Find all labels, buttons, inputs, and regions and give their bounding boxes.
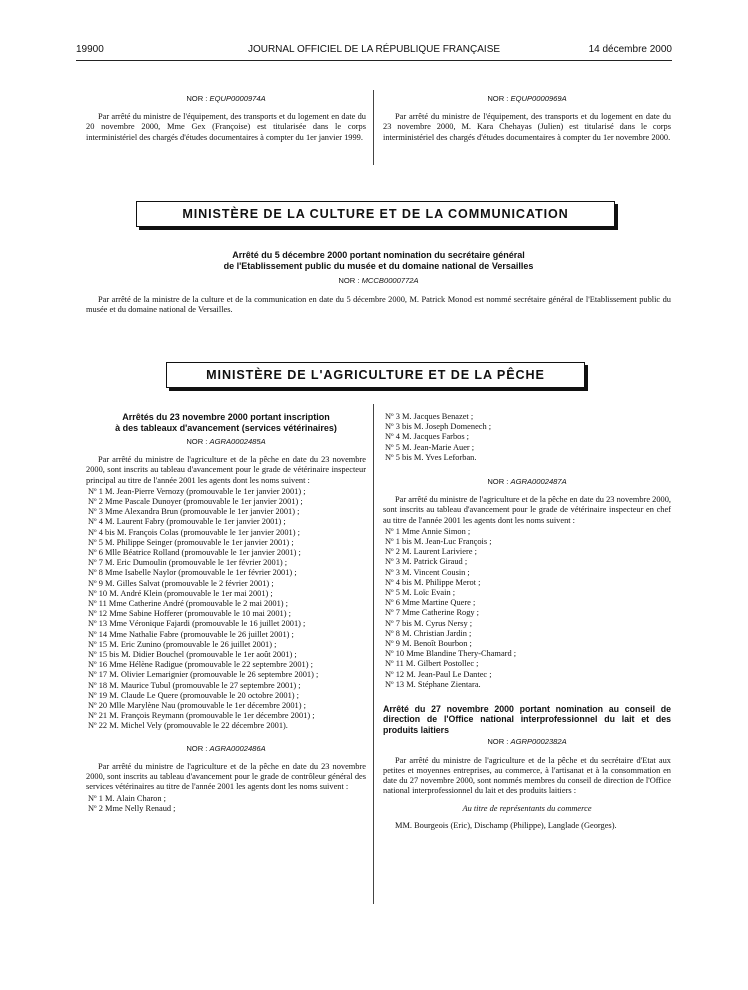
list-item: Nº 22 M. Michel Vely (promouvable le 22 décembre 2001). — [88, 721, 288, 731]
agriculture-right-column — [383, 412, 671, 831]
nor-reference: NOR : EQUP0000974A — [186, 94, 266, 103]
nor-reference: NOR : AGRP0002382A — [487, 737, 567, 747]
list-item: Nº 3 Mme Alexandra Brun (promouvable le 1er janvier 2001) ; — [88, 507, 300, 517]
list-item: Nº 7 Mme Catherine Rogy ; — [385, 608, 480, 618]
list-item: Nº 3 M. Patrick Giraud ; — [385, 557, 468, 567]
list-item: Nº 1 Mme Annie Simon ; — [385, 526, 471, 536]
list-item: Nº 18 M. Maurice Tubul (promouvable le 27 septembre 2001) ; — [88, 680, 301, 690]
list-item: Nº 4 bis M. François Colas (promouvable le 1er janvier 2001) ; — [88, 527, 300, 537]
list-item: Nº 3 M. Jacques Benazet ; — [385, 412, 474, 421]
list-item: Nº 11 Mme Catherine André (promouvable le 2 mai 2001) ; — [88, 599, 288, 609]
list-item: Nº 1 M. Jean-Pierre Vernozy (promouvable le 1er janvier 2001) ; — [88, 486, 306, 496]
list-item: Nº 2 M. Laurent Lariviere ; — [385, 547, 477, 557]
list-item: Nº 9 M. Gilles Salvat (promouvable le 2 février 2001) ; — [88, 578, 274, 588]
list-item: Nº 2 Mme Nelly Renaud ; — [88, 803, 176, 813]
issue-date: 14 décembre 2000 — [588, 44, 672, 55]
nor-reference: NOR : MCCB0000772A — [338, 276, 419, 285]
page-number: 19900 — [76, 44, 104, 55]
arrete-text: Par arrêté du ministre de l'équipement, des transports et du logement en date du 20 novembre 2000, Mme Gex (Françoise) est titularisée dans le corps interministériel des chargés d'études documentaires à compter du 1er janvier 1999. — [86, 112, 366, 142]
page-header — [76, 44, 672, 58]
list-item: Nº 13 M. Stéphane Zientara. — [385, 679, 481, 689]
list-item: Nº 14 Mme Nathalie Fabre (promouvable le 26 juillet 2001) ; — [88, 629, 294, 639]
list-item: Nº 1 M. Alain Charon ; — [88, 793, 166, 803]
list-item: Nº 4 M. Jacques Farbos ; — [385, 432, 470, 442]
list-item: Nº 20 Mlle Marylène Nau (promouvable le 1er décembre 2001) ; — [88, 701, 306, 711]
list-item: Nº 4 M. Laurent Fabry (promouvable le 1er janvier 2001) ; — [88, 517, 286, 527]
list-item: Nº 3 M. Vincent Cousin ; — [385, 567, 470, 577]
list-item: Nº 8 Mme Isabelle Naylor (promouvable le 1er février 2001) ; — [88, 568, 297, 578]
list-item: Nº 6 Mlle Béatrice Rolland (promouvable le 1er janvier 2001) ; — [88, 548, 301, 558]
ministry-agriculture-heading: MINISTÈRE DE L'AGRICULTURE ET DE LA PÊCHE — [166, 362, 585, 388]
arrete-title: Arrêté du 27 novembre 2000 portant nomination au conseil de direction de l'Office national interprofessionnel du lait et des produits laitiers — [383, 704, 671, 735]
name-list — [86, 487, 366, 732]
list-item: Nº 21 M. François Reymann (promouvable le 1er décembre 2001) ; — [88, 711, 315, 721]
list-item: Nº 15 bis M. Didier Bouchel (promouvable le 1er août 2001) ; — [88, 650, 297, 660]
arrete-text: Par arrêté du ministre de l'agriculture et de la pêche en date du 23 novembre 2000, sont inscrits au tableau d'avancement pour le grade de contrôleur général des services vétérinaires au titre de l'année 2001 les agents dont les noms suivent : — [86, 761, 366, 792]
list-item: Nº 12 M. Jean-Paul Le Dantec ; — [385, 669, 492, 679]
top-right-column — [383, 94, 671, 143]
arrete-title: Arrêté du 5 décembre 2000 portant nomination du secrétaire général de l'Etablissement public du musée et du domaine national de Versailles — [223, 250, 534, 271]
nor-reference: NOR : EQUP0000969A — [487, 94, 567, 103]
list-item: Nº 10 M. André Klein (promouvable le 1er mai 2001) ; — [88, 588, 273, 598]
list-item: Nº 4 bis M. Philippe Merot ; — [385, 577, 481, 587]
ministry-culture-heading: MINISTÈRE DE LA CULTURE ET DE LA COMMUNICATION — [136, 201, 615, 227]
arrete-text: Par arrêté du ministre de l'agriculture et de la pêche en date du 23 novembre 2000, sont inscrits au tableau d'avancement pour le grade de vétérinaire inspecteur principal au titre de l'année 2001 les agents dont les noms suivent : — [86, 455, 366, 485]
list-item: Nº 5 M. Loïc Evain ; — [385, 588, 456, 598]
list-item: Nº 2 Mme Pascale Dunoyer (promouvable le 1er janvier 2001) ; — [88, 497, 303, 507]
arrete-text: Par arrêté du ministre de l'équipement, des transports et du logement en date du 23 novembre 2000, M. Kara Chehayas (Julien) est titularisé dans le corps interministériel des chargés d'études documentaires à compter du 1er novembre 2000. — [383, 112, 671, 142]
list-item: Nº 3 bis M. Joseph Domenech ; — [385, 422, 492, 432]
list-item: Nº 16 Mme Hélène Radigue (promouvable le 22 septembre 2001) ; — [88, 660, 313, 670]
member-names: MM. Bourgeois (Eric), Dischamp (Philippe), Langlade (Georges). — [395, 820, 617, 830]
list-item: Nº 7 bis M. Cyrus Nersy ; — [385, 618, 473, 628]
top-left-column — [86, 94, 366, 143]
list-item: Nº 5 M. Philippe Seinger (promouvable le 1er janvier 2001) ; — [88, 537, 294, 547]
list-item: Nº 10 Mme Blandine Thery-Chamard ; — [385, 649, 517, 659]
list-item: Nº 1 bis M. Jean-Luc François ; — [385, 537, 492, 547]
name-list — [383, 412, 671, 463]
list-item: Nº 15 M. Eric Zunino (promouvable le 26 juillet 2001) ; — [88, 639, 277, 649]
arrete-text: Par arrêté du ministre de l'agriculture et de la pêche et du secrétaire d'Etat aux petites et moyennes entreprises, au commerce, à l'artisanat et à la consommation en date du 27 novembre 2000, sont nommés membres du conseil de direction de l'Office national interprofessionnel du lait et des produits laitiers : — [383, 755, 671, 796]
list-item: Nº 7 M. Eric Dumoulin (promouvable le 1er février 2001) ; — [88, 558, 288, 568]
list-item: Nº 6 Mme Martine Quere ; — [385, 598, 476, 608]
list-item: Nº 9 M. Benoît Bourbon ; — [385, 639, 472, 649]
column-divider — [373, 90, 374, 165]
agriculture-left-column — [86, 412, 366, 814]
arrete-title: Arrêtés du 23 novembre 2000 portant inscription à des tableaux d'avancement (services vétérinaires) — [115, 412, 337, 433]
list-item: Nº 5 M. Jean-Marie Auer ; — [385, 442, 475, 452]
list-item: Nº 12 Mme Sabine Hofferer (promouvable le 10 mai 2001) ; — [88, 609, 291, 619]
arrete-text: Par arrêté de la ministre de la culture et de la communication en date du 5 décembre 2000, M. Patrick Monod est nommé secrétaire général de l'Etablissement public du musée et du domaine national de Versailles. — [86, 295, 671, 315]
name-list — [86, 794, 366, 814]
list-item: Nº 5 bis M. Yves Leforban. — [385, 452, 477, 462]
arrete-text: Par arrêté du ministre de l'agriculture et de la pêche en date du 23 novembre 2000, sont inscrits au tableau d'avancement pour le grade de vétérinaire inspecteur en chef au titre de l'année 2001 les agents dont les noms suivent : — [383, 495, 671, 525]
journal-title: JOURNAL OFFICIEL DE LA RÉPUBLIQUE FRANÇAISE — [247, 44, 501, 55]
list-item: Nº 13 Mme Véronique Fajardi (promouvable le 16 juillet 2001) ; — [88, 619, 306, 629]
list-item: Nº 11 M. Gilbert Postollec ; — [385, 659, 479, 669]
column-divider — [373, 404, 374, 904]
nor-reference: NOR : AGRA0002485A — [186, 437, 266, 446]
nor-reference: NOR : AGRA0002487A — [487, 477, 567, 487]
list-item: Nº 17 M. Olivier Lemarignier (promouvable le 26 septembre 2001) ; — [88, 670, 319, 680]
nor-reference: NOR : AGRA0002486A — [186, 743, 266, 753]
header-rule — [76, 60, 672, 61]
name-list — [383, 527, 671, 690]
culture-arrete — [86, 295, 671, 315]
list-item: Nº 8 M. Christian Jardin ; — [385, 628, 472, 638]
list-item: Nº 19 M. Claude Le Quere (promouvable le 20 octobre 2001) ; — [88, 690, 299, 700]
section-subheading: Au titre de représentants du commerce — [462, 804, 592, 814]
